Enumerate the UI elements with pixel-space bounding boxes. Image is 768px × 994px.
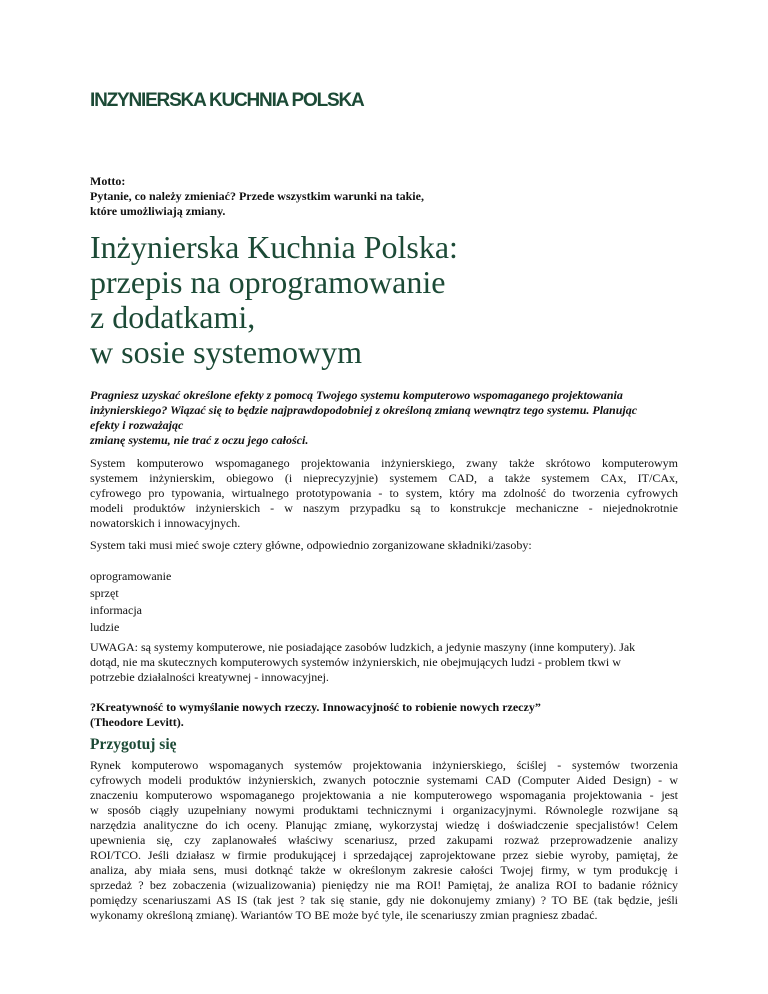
main-heading-line: z dodatkami, (90, 299, 256, 335)
paragraph-line: systemem inżynierskim, obiegowo (i nieprecyzyjnie) systemem CAD, a także systemem CAx, IT/CAx, (90, 471, 678, 485)
motto-line: Pytanie, co należy zmieniać? Przede wszystkim warunki na takie, (90, 189, 424, 203)
motto-line: Motto: (90, 174, 126, 188)
document-title: INZYNIERSKA KUCHNIA POLSKA (90, 90, 364, 111)
paragraph-line: System taki musi mieć swoje cztery główne, odpowiednio zorganizowane składniki/zasoby: (90, 538, 532, 552)
paragraph-line: UWAGA: są systemy komputerowe, nie posiadające zasobów ludzkich, a jedynie maszyny (inne komputery). Jak (90, 640, 636, 654)
paragraph-line: sprzedaż ? bez zobaczenia (wizualizowania) pieniędzy nie ma ROI! Pamiętaj, że analiza ROI to badanie różnicy (90, 878, 678, 892)
components-intro (90, 538, 678, 553)
list-item: informacja (90, 603, 142, 617)
paragraph-line: znaczeniu komputerowo wspomaganego projektowania a nie komputerowego wspomagania projektowania - jest (90, 788, 678, 802)
paragraph-line: w sposób ciągły uzupełniany nowymi produktami technicznymi i organizacyjnymi. Równolegle rozwijane są (90, 803, 678, 817)
intro-line: zmianę systemu, nie trać z oczu jego całości. (90, 433, 309, 447)
paragraph-line: modeli produktów inżynierskich - w naszym przypadku są to konstrukcje mechaniczne - niejednokrotnie (90, 501, 678, 515)
paragraph-line: analiza, aby miała sens, musi dotknąć także w określonym zakresie całości Twojej firmy, w tym produkcję i (90, 863, 678, 877)
definition-paragraph (90, 456, 678, 531)
intro-line: inżynierskiego? Wiązać się to będzie najprawdopodobniej z określoną zmianą wewnątrz tego systemu. Planując (90, 403, 638, 417)
main-heading-line: Inżynierska Kuchnia Polska: (90, 229, 458, 265)
paragraph-line: upewnienia się, czy zaplanowałeś właściwy scenariusz, przed zakupami rozważ przeprowadzenie analizy (90, 833, 678, 847)
components-list (90, 568, 171, 636)
motto-line: które umożliwiają zmiany. (90, 204, 226, 218)
section-paragraph (90, 758, 678, 923)
intro-line: Pragniesz uzyskać określone efekty z pomocą Twojego systemu komputerowo wspomaganego projektowania (90, 388, 623, 402)
intro-line: efekty i rozważając (90, 418, 184, 432)
quote-block (90, 700, 690, 730)
paragraph-line: cyfrowego pro typowania, wirtualnego prototypowania - to system, który ma zdolność do tworzenia cyfrowych (90, 486, 678, 500)
intro-lead (90, 388, 690, 448)
paragraph-line: dotąd, nie ma skutecznych komputerowych systemów inżynierskich, nie obejmujących ludzi - problem tkwi w (90, 655, 621, 669)
main-heading-line: w sosie systemowym (90, 334, 362, 370)
paragraph-line: wykonamy określoną zmianę). Wariantów TO BE może być tyle, ile scenariuszy zmian pragniesz zbadać. (90, 908, 598, 922)
main-heading (90, 230, 458, 370)
list-item: oprogramowanie (90, 569, 172, 583)
main-heading-line: przepis na oprogramowanie (90, 264, 446, 300)
paragraph-line: potrzebie działalności kreatywnej - innowacyjnej. (90, 670, 329, 684)
quote-line: ?Kreatywność to wymyślanie nowych rzeczy. Innowacyjność to robienie nowych rzeczy” (90, 700, 541, 714)
paragraph-line: System komputerowo wspomaganego projektowania inżynierskiego, zwany także skrótowo komputerowym (90, 456, 678, 470)
paragraph-line: nowatorskich i innowacyjnych. (90, 516, 241, 530)
quote-line: (Theodore Levitt). (90, 715, 184, 729)
note-paragraph (90, 640, 678, 685)
motto-block (90, 174, 690, 219)
list-item: sprzęt (90, 586, 119, 600)
paragraph-line: ROI/TCO. Jeśli działasz w firmie produkującej i sprzedającej zaprojektowane przez siebie wyroby, pamiętaj, że (90, 848, 678, 862)
list-item: ludzie (90, 620, 120, 634)
paragraph-line: Rynek komputerowo wspomaganych systemów projektowania inżynierskiego, ściślej - systemów tworzenia (90, 758, 678, 772)
paragraph-line: cyfrowych modeli produktów inżynierskich, zwanych potocznie systemami CAD (Computer Aided Design) - w (90, 773, 678, 787)
section-heading: Przygotuj się (90, 736, 177, 753)
paragraph-line: narzędzia analityczne do ich oceny. Planując zmianę, wykorzystaj wiedzę i doświadczenie specjalistów! Celem (90, 818, 678, 832)
paragraph-line: pomiędzy scenariuszami AS IS (tak jest ? tak się stanie, gdy nie dokonujemy zmiany) ? TO BE (tak będzie, jeśli (90, 893, 678, 907)
